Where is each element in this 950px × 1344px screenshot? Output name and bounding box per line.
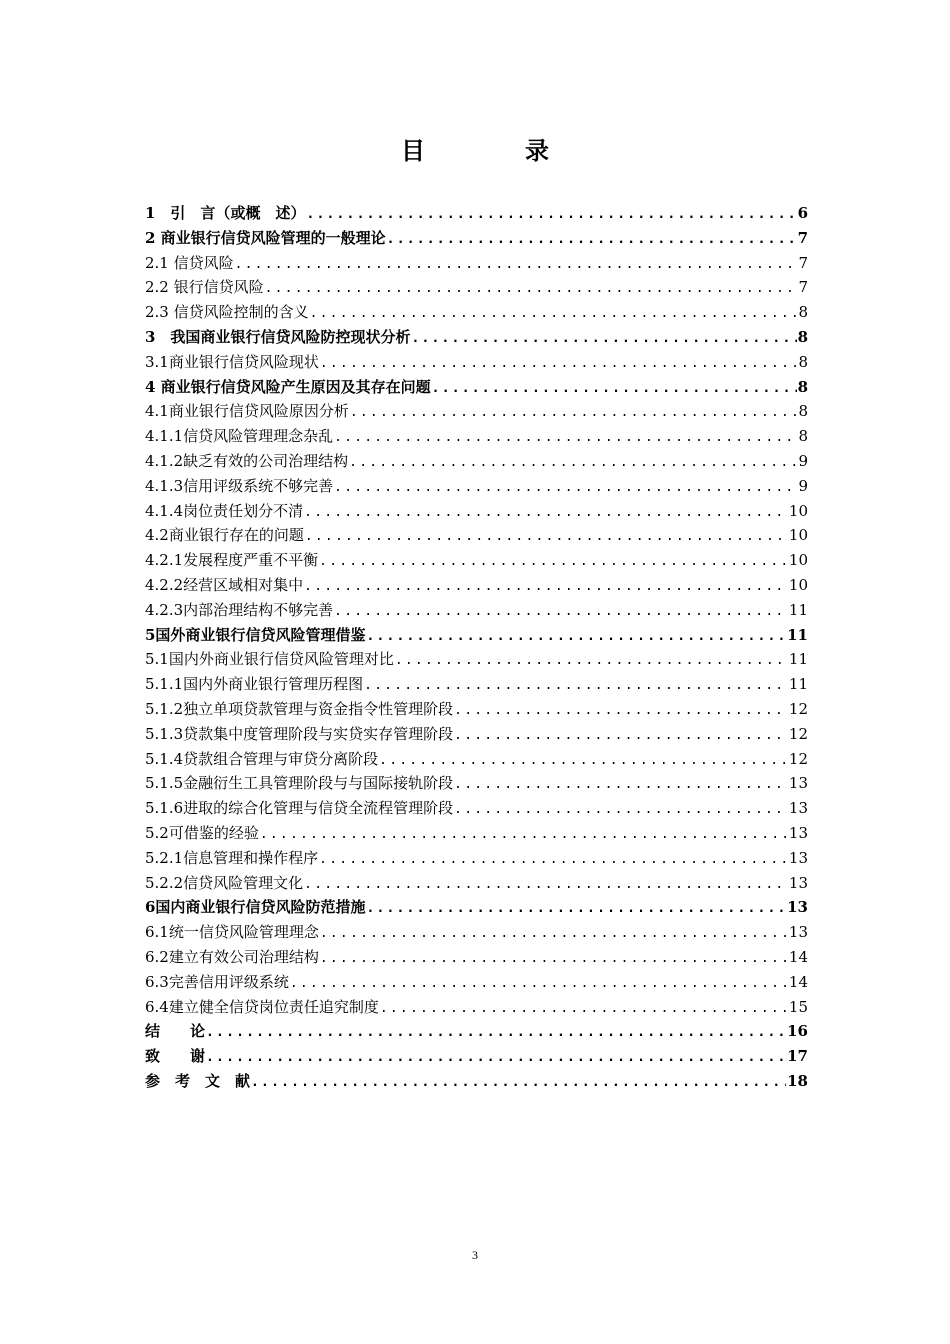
toc-entry-title: 5.1.3贷款集中度管理阶段与实贷实存管理阶段 [145, 724, 454, 743]
toc-dot-leader [364, 674, 788, 697]
toc-entry[interactable] [145, 275, 808, 300]
toc-dot-leader [334, 426, 797, 449]
toc-entry[interactable] [145, 1069, 808, 1094]
toc-dot-leader [320, 352, 798, 375]
toc-entry[interactable] [145, 474, 808, 499]
toc-dot-leader [411, 327, 796, 350]
toc-entry-page: 6 [797, 204, 808, 222]
toc-entry-page: 13 [787, 898, 808, 917]
toc-dot-leader [320, 947, 788, 970]
toc-entry-page: 13 [788, 823, 808, 842]
toc-entry-page: 13 [788, 848, 808, 867]
toc-dot-leader [304, 575, 788, 598]
toc-entry-title: 5.1.2独立单项贷款管理与资金指令性管理阶段 [145, 699, 454, 718]
toc-entry-title: 2.2 银行信贷风险 [145, 278, 264, 297]
toc-dot-leader [454, 798, 788, 821]
toc-dot-leader [380, 997, 788, 1020]
toc-dot-leader [260, 823, 788, 846]
toc-list [145, 201, 808, 1094]
toc-dot-leader [320, 922, 788, 945]
toc-entry[interactable] [145, 697, 808, 722]
toc-entry[interactable] [145, 523, 808, 548]
toc-entry[interactable] [145, 846, 808, 871]
toc-entry[interactable] [145, 821, 808, 846]
toc-dot-leader [334, 476, 797, 499]
toc-entry[interactable] [145, 623, 808, 648]
toc-entry-title: 参 考 文 献 [145, 1071, 251, 1090]
toc-dot-leader [454, 773, 788, 796]
toc-entry-page: 14 [788, 972, 808, 991]
toc-entry[interactable] [145, 747, 808, 772]
toc-dot-leader [366, 897, 786, 920]
toc-dot-leader [366, 625, 786, 648]
toc-entry-title: 4.1.1信贷风险管理理念杂乱 [145, 427, 334, 446]
toc-dot-leader [379, 749, 788, 772]
toc-entry-title: 2.3 信贷风险控制的含义 [145, 303, 309, 322]
toc-dot-leader [305, 525, 788, 548]
toc-entry[interactable] [145, 375, 808, 400]
toc-entry[interactable] [145, 350, 808, 375]
toc-dot-leader [350, 401, 798, 424]
toc-entry-page: 12 [788, 699, 808, 718]
toc-entry-title: 6.2建立有效公司治理结构 [145, 947, 319, 966]
toc-dot-leader [304, 873, 788, 896]
page-number: 3 [472, 1248, 478, 1262]
toc-entry-page: 18 [787, 1071, 808, 1090]
toc-entry[interactable] [145, 920, 808, 945]
toc-entry[interactable] [145, 399, 808, 424]
toc-entry-title: 6国内商业银行信贷风险防范措施 [145, 898, 366, 917]
toc-entry-page: 7 [798, 253, 808, 272]
toc-entry-page: 8 [797, 327, 808, 346]
toc-entry-title: 5.2.2信贷风险管理文化 [145, 873, 304, 892]
toc-dot-leader [319, 550, 788, 573]
toc-entry-title: 5.1.1国内外商业银行管理历程图 [145, 675, 364, 694]
toc-dot-leader [387, 228, 797, 251]
toc-dot-leader [290, 972, 788, 995]
toc-entry-title: 3.1商业银行信贷风险现状 [145, 352, 319, 371]
toc-dot-leader [432, 377, 797, 400]
toc-entry[interactable] [145, 300, 808, 325]
toc-entry[interactable] [145, 1019, 808, 1044]
toc-dot-leader [304, 501, 788, 524]
toc-entry-page: 8 [798, 402, 808, 421]
toc-entry-title: 4.1.4岗位责任划分不清 [145, 501, 304, 520]
toc-dot-leader [265, 277, 798, 300]
toc-entry-title: 4.2.2经营区域相对集中 [145, 575, 304, 594]
toc-entry[interactable] [145, 995, 808, 1020]
toc-entry-page: 11 [788, 600, 808, 619]
toc-dot-leader [349, 451, 797, 474]
toc-dot-leader [206, 1046, 786, 1069]
toc-entry-page: 13 [788, 774, 808, 793]
toc-entry-page: 10 [788, 575, 808, 594]
toc-entry-page: 8 [798, 352, 808, 371]
toc-entry-page: 7 [797, 228, 808, 247]
toc-entry[interactable] [145, 226, 808, 251]
toc-entry-title: 2.1 信贷风险 [145, 253, 234, 272]
toc-dot-leader [454, 699, 788, 722]
toc-entry[interactable] [145, 771, 808, 796]
toc-entry[interactable] [145, 970, 808, 995]
toc-dot-leader [319, 848, 788, 871]
toc-title: 目 录 [401, 136, 587, 165]
toc-entry[interactable] [145, 598, 808, 623]
toc-entry-title: 4 商业银行信贷风险产生原因及其存在问题 [145, 377, 431, 396]
toc-entry-title: 5.1.4贷款组合管理与审贷分离阶段 [145, 749, 379, 768]
toc-dot-leader [395, 649, 788, 672]
toc-entry-title: 5.2.1信息管理和操作程序 [145, 848, 319, 867]
toc-entry-title: 4.2.3内部治理结构不够完善 [145, 600, 334, 619]
toc-entry-page: 13 [788, 923, 808, 942]
toc-entry[interactable] [145, 548, 808, 573]
toc-entry-title: 3 我国商业银行信贷风险防控现状分析 [145, 327, 411, 346]
toc-entry-page: 7 [798, 278, 808, 297]
toc-entry-title: 5国外商业银行信贷风险管理借鉴 [145, 625, 366, 644]
toc-entry-page: 9 [798, 476, 808, 495]
toc-entry-page: 9 [798, 451, 808, 470]
toc-entry-title: 2 商业银行信贷风险管理的一般理论 [145, 228, 386, 247]
toc-entry-page: 14 [788, 947, 808, 966]
toc-entry[interactable] [145, 499, 808, 524]
toc-entry-page: 11 [787, 625, 808, 644]
toc-entry-page: 10 [788, 526, 808, 545]
toc-entry-page: 12 [788, 749, 808, 768]
toc-entry[interactable] [145, 796, 808, 821]
toc-dot-leader [310, 302, 798, 325]
toc-entry-title: 4.1.3信用评级系统不够完善 [145, 476, 334, 495]
toc-dot-leader [251, 1071, 786, 1094]
toc-dot-leader [206, 1021, 786, 1044]
toc-entry[interactable] [145, 672, 808, 697]
toc-entry[interactable] [145, 449, 808, 474]
toc-entry-page: 15 [788, 997, 808, 1016]
toc-entry[interactable] [145, 647, 808, 672]
toc-entry-title: 6.4建立健全信贷岗位责任追究制度 [145, 997, 379, 1016]
toc-entry[interactable] [145, 722, 808, 747]
toc-entry[interactable] [145, 945, 808, 970]
toc-entry-title: 5.1国内外商业银行信贷风险管理对比 [145, 650, 394, 669]
toc-entry-title: 6.3完善信用评级系统 [145, 972, 289, 991]
toc-entry[interactable] [145, 424, 808, 449]
toc-entry-page: 12 [788, 724, 808, 743]
toc-entry-title: 结 论 [145, 1022, 206, 1041]
toc-entry[interactable] [145, 325, 808, 350]
toc-entry-title: 5.2可借鉴的经验 [145, 823, 259, 842]
toc-entry[interactable] [145, 251, 808, 276]
toc-entry-page: 10 [788, 501, 808, 520]
toc-entry-title: 致 谢 [145, 1047, 206, 1066]
toc-entry-page: 11 [788, 650, 808, 669]
toc-entry-title: 6.1统一信贷风险管理理念 [145, 923, 319, 942]
toc-dot-leader [454, 724, 788, 747]
toc-entry-title: 4.1商业银行信贷风险原因分析 [145, 402, 349, 421]
toc-dot-leader [334, 600, 788, 623]
toc-entry-title: 1 引 言（或概 述） [145, 204, 306, 222]
toc-entry-page: 16 [787, 1022, 808, 1041]
toc-entry-title: 4.2商业银行存在的问题 [145, 526, 304, 545]
toc-entry[interactable] [145, 1044, 808, 1069]
toc-entry[interactable] [145, 201, 808, 226]
toc-entry-page: 13 [788, 799, 808, 818]
toc-entry[interactable] [145, 895, 808, 920]
toc-entry[interactable] [145, 573, 808, 598]
toc-entry-page: 8 [798, 303, 808, 322]
toc-entry-title: 4.2.1发展程度严重不平衡 [145, 551, 319, 570]
toc-dot-leader [235, 253, 798, 276]
toc-entry-title: 5.1.6进取的综合化管理与信贷全流程管理阶段 [145, 799, 454, 818]
toc-entry-title: 5.1.5金融衍生工具管理阶段与与国际接轨阶段 [145, 774, 454, 793]
toc-entry-page: 17 [787, 1047, 808, 1066]
toc-entry-page: 11 [788, 675, 808, 694]
toc-entry-page: 13 [788, 873, 808, 892]
toc-entry-page: 10 [788, 551, 808, 570]
toc-dot-leader [306, 203, 796, 226]
toc-entry[interactable] [145, 871, 808, 896]
toc-entry-title: 4.1.2缺乏有效的公司治理结构 [145, 451, 349, 470]
toc-entry-page: 8 [798, 427, 808, 446]
toc-entry-page: 8 [797, 377, 808, 396]
